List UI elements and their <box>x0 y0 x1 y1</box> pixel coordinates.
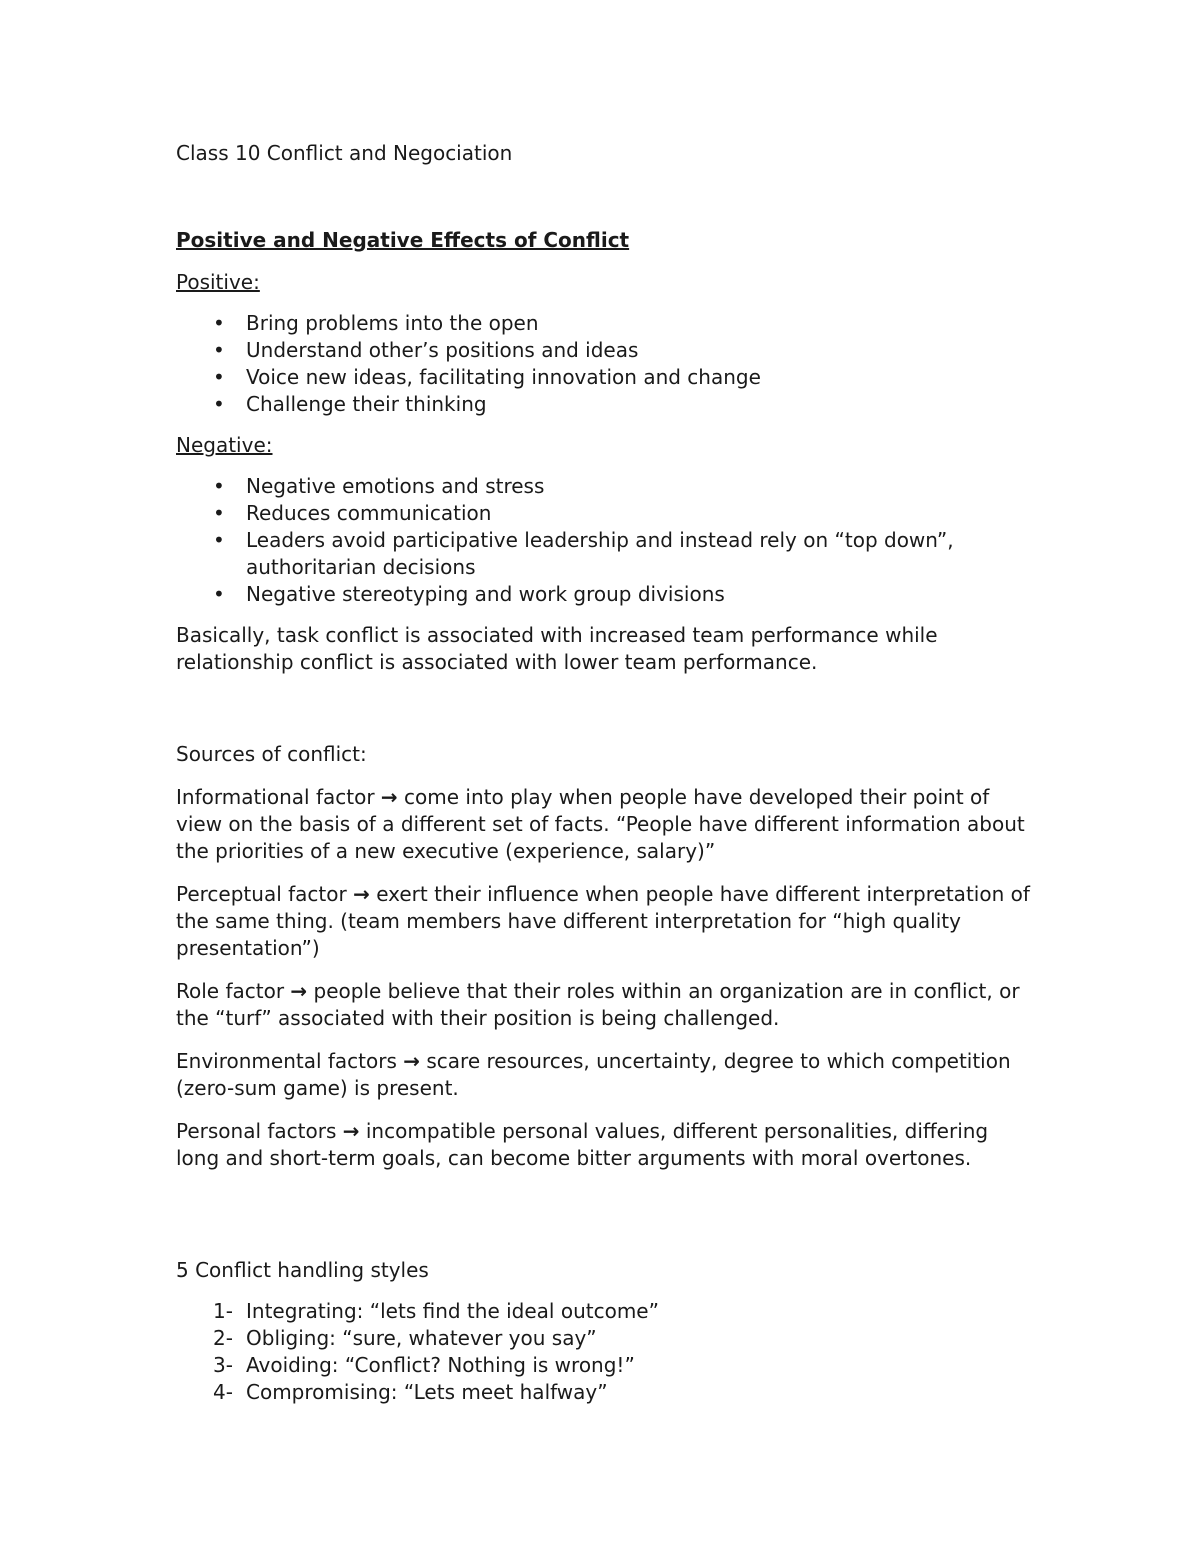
bullet-icon: • <box>213 582 225 606</box>
list-item: 3- Avoiding: “Conflict? Nothing is wrong!” <box>213 1353 635 1377</box>
factor-text: come into play when people have developed their point of view on the basis of a different set of facts. “People have different information about the priorities of a new executive (experience, salary)” <box>176 785 1025 863</box>
list-item: • Negative stereotyping and work group divisions <box>213 582 725 606</box>
negative-label: Negative: <box>176 433 273 457</box>
arrow-right-icon: → <box>353 882 370 906</box>
factor-name: Perceptual factor <box>176 882 347 906</box>
list-number: 2- <box>213 1326 233 1350</box>
factor-text: incompatible personal values, different personalities, differing long and short-term goals, can become bitter arguments with moral overtones. <box>176 1119 989 1170</box>
sources-heading: Sources of conflict: <box>176 742 367 766</box>
list-number: 3- <box>213 1353 233 1377</box>
factor-name: Informational factor <box>176 785 375 809</box>
list-item: • Negative emotions and stress <box>213 474 545 498</box>
list-item: • Understand other’s positions and ideas <box>213 338 639 362</box>
bullet-icon: • <box>213 338 225 362</box>
styles-section <box>176 1257 1036 1406</box>
factor-name: Role factor <box>176 979 285 1003</box>
factor-paragraph <box>176 1048 1036 1102</box>
arrow-right-icon: → <box>342 1119 360 1143</box>
effects-summary: Basically, task conflict is associated with increased team performance while relationship conflict is associated with lower team performance. <box>176 623 938 674</box>
bullet-icon: • <box>213 474 225 498</box>
factor-paragraph <box>176 1118 1036 1172</box>
factor-paragraph <box>176 978 1036 1032</box>
negative-list <box>176 473 1036 608</box>
list-item: • Bring problems into the open <box>213 311 539 335</box>
factor-text: people believe that their roles within an organization are in conflict, or the “turf” associated with their position is being challenged. <box>176 979 1020 1030</box>
effects-heading: Positive and Negative Effects of Conflict <box>176 228 630 252</box>
factor-text: scare resources, uncertainty, degree to which competition (zero-sum game) is present. <box>176 1049 1011 1100</box>
list-item: 2- Obliging: “sure, whatever you say” <box>213 1326 597 1350</box>
list-item: 1- Integrating: “lets find the ideal outcome” <box>213 1299 659 1323</box>
styles-list <box>176 1298 1036 1406</box>
list-item: • Reduces communication <box>213 501 492 525</box>
effects-section <box>176 269 1036 692</box>
arrow-right-icon: → <box>290 979 308 1003</box>
list-item: 4- Compromising: “Lets meet halfway” <box>213 1380 608 1404</box>
positive-label: Positive: <box>176 270 260 294</box>
arrow-right-icon: → <box>380 785 398 809</box>
bullet-icon: • <box>213 528 225 552</box>
factor-paragraph <box>176 881 1036 962</box>
list-number: 1- <box>213 1299 233 1323</box>
positive-list <box>176 310 1036 418</box>
sources-section <box>176 741 1036 1188</box>
document-title: Class 10 Conflict and Negociation <box>176 141 513 165</box>
bullet-icon: • <box>213 311 225 335</box>
factor-name: Personal factors <box>176 1119 337 1143</box>
arrow-right-icon: → <box>403 1049 421 1073</box>
bullet-icon: • <box>213 365 225 389</box>
factor-name: Environmental factors <box>176 1049 397 1073</box>
list-number: 4- <box>213 1380 233 1404</box>
bullet-icon: • <box>213 501 225 525</box>
bullet-icon: • <box>213 392 225 416</box>
factor-text: exert their influence when people have different interpretation of the same thing. (team members have different interpretation for “high quality presentation”) <box>176 882 1030 960</box>
factor-paragraph <box>176 784 1036 865</box>
list-item: • Voice new ideas, facilitating innovation and change <box>213 365 761 389</box>
styles-heading: 5 Conflict handling styles <box>176 1258 429 1282</box>
list-item: • Leaders avoid participative leadership and instead rely on “top down”, authoritarian decisions <box>213 528 954 579</box>
list-item: • Challenge their thinking <box>213 392 487 416</box>
